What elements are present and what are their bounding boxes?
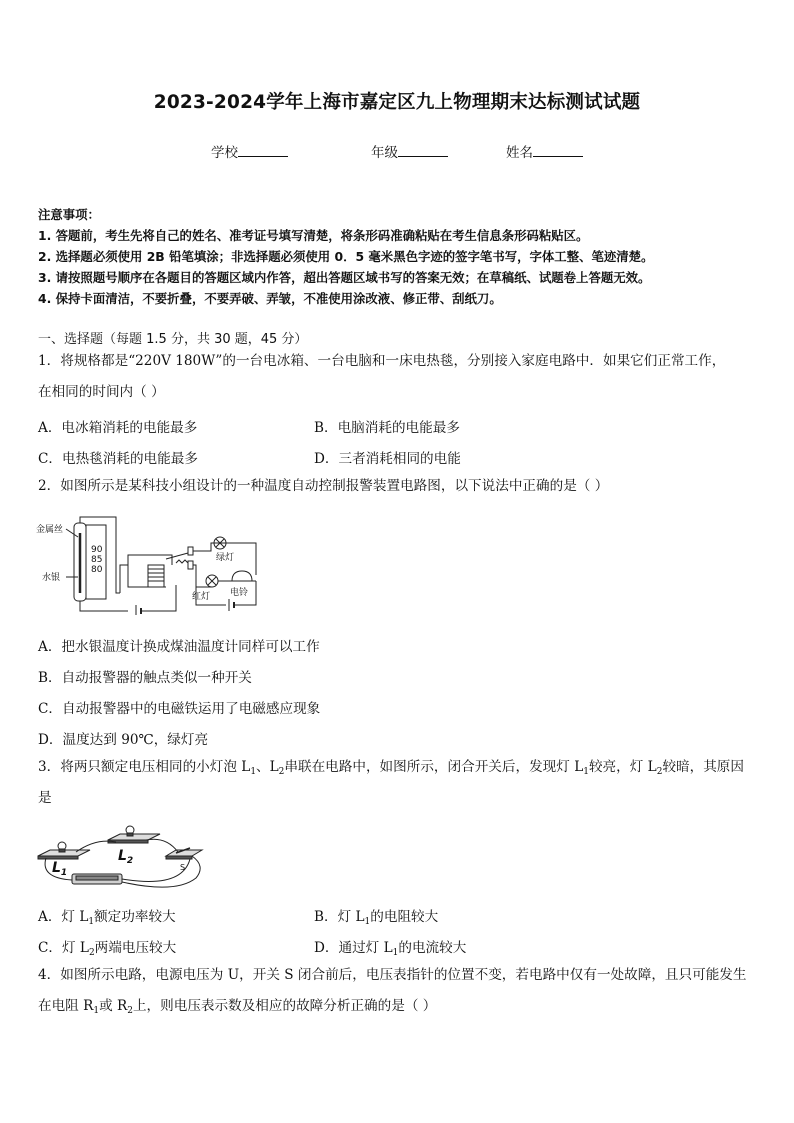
notes-item: 3. 请按照题号顺序在各题目的答题区域内作答，超出答题区域书写的答案无效；在草稿纸、试题卷上答题无效。 [38, 270, 651, 285]
grade-field [371, 141, 448, 161]
switch-label: S [180, 863, 186, 872]
q1-option-a[interactable]: A．电冰箱消耗的电能最多 [38, 420, 198, 436]
green-lamp-label: 绿灯 [216, 553, 235, 563]
q2-option-d[interactable]: D．温度达到 90℃，绿灯亮 [38, 732, 209, 748]
electromagnet-icon [148, 565, 164, 587]
name-label: 姓名 [506, 145, 533, 161]
q2-option-c[interactable]: C．自动报警器中的电磁铁运用了电磁感应现象 [38, 701, 321, 717]
mercury-label: 水银 [42, 573, 61, 583]
section-heading: 一、选择题（每题 1.5 分，共 30 题，45 分） [38, 332, 308, 347]
page-title: 2023-2024学年上海市嘉定区九上物理期末达标测试试题 [153, 92, 641, 113]
q1-stem-line2: 在相同的时间内（ ） [38, 384, 165, 400]
name-blank[interactable] [533, 143, 583, 157]
l1-label: $L_1$ [52, 860, 68, 878]
q2-circuit-figure [36, 515, 266, 615]
grade-blank[interactable] [398, 143, 448, 157]
wire-label: 金属丝 [36, 525, 64, 535]
red-lamp-label: 红灯 [192, 592, 211, 602]
q3-option-c[interactable]: C．灯 $L_2$两端电压较大 [38, 940, 177, 958]
q1-stem-line1: 1．将规格都是“220V 180W”的一台电冰箱、一台电脑和一床电热毯，分别接入家庭电路中．如果它们正常工作， [38, 353, 726, 369]
notes-heading: 注意事项： [38, 207, 100, 222]
scale-85: 85 [91, 555, 103, 565]
q3-option-a[interactable]: A．灯 $L_1$额定功率较大 [38, 909, 176, 927]
q1-option-c[interactable]: C．电热毯消耗的电能最多 [38, 451, 198, 467]
bell-label: 电铃 [230, 588, 249, 598]
q2-option-a[interactable]: A．把水银温度计换成煤油温度计同样可以工作 [38, 639, 320, 655]
q4-stem-line2: 在电阻 $R_1$或 $R_2$上，则电压表示数及相应的故障分析正确的是（ ） [38, 998, 437, 1016]
school-blank[interactable] [238, 143, 288, 157]
l2-label: $L_2$ [118, 848, 134, 866]
scale-80: 80 [91, 565, 103, 575]
q3-stem-line2: 是 [38, 790, 52, 806]
q1-option-d[interactable]: D．三者消耗相同的电能 [314, 451, 461, 467]
q2-stem: 2．如图所示是某科技小组设计的一种温度自动控制报警装置电路图，以下说法中正确的是（ ） [38, 478, 609, 494]
school-field [211, 141, 288, 161]
q3-option-d[interactable]: D．通过灯 $L_1$的电流较大 [314, 940, 467, 958]
notes-item: 2. 选择题必须使用 2B 铅笔填涂；非选择题必须使用 0．5 毫米黑色字迹的签字笔书写，字体工整、笔迹清楚。 [38, 249, 654, 264]
q3-option-b[interactable]: B．灯 $L_1$的电阻较大 [314, 909, 439, 927]
notes-block [38, 204, 653, 309]
q2-option-b[interactable]: B．自动报警器的触点类似一种开关 [38, 670, 252, 686]
q1-option-b[interactable]: B．电脑消耗的电能最多 [314, 420, 460, 436]
q3-circuit-figure [36, 822, 211, 892]
q3-stem-line1: 3．将两只额定电压相同的小灯泡 $L_1$、$L_2$串联在电路中，如图所示，闭合开关后，发现灯 $L_1$较亮，灯 $L_2$较暗，其原因 [38, 759, 744, 777]
q4-stem-line1: 4．如图所示电路，电源电压为 U，开关 S 闭合前后，电压表指针的位置不变，若电路中仅有一处故障，且只可能发生 [38, 967, 747, 983]
notes-item: 1. 答题前，考生先将自己的姓名、准考证号填写清楚，将条形码准确粘贴在考生信息条形码粘贴区。 [38, 228, 589, 243]
notes-item: 4. 保持卡面清洁，不要折叠，不要弄破、弄皱，不准使用涂改液、修正带、刮纸刀。 [38, 291, 502, 306]
scale-90: 90 [91, 545, 103, 555]
school-label: 学校 [211, 145, 238, 161]
name-field [506, 141, 583, 161]
grade-label: 年级 [371, 145, 398, 161]
